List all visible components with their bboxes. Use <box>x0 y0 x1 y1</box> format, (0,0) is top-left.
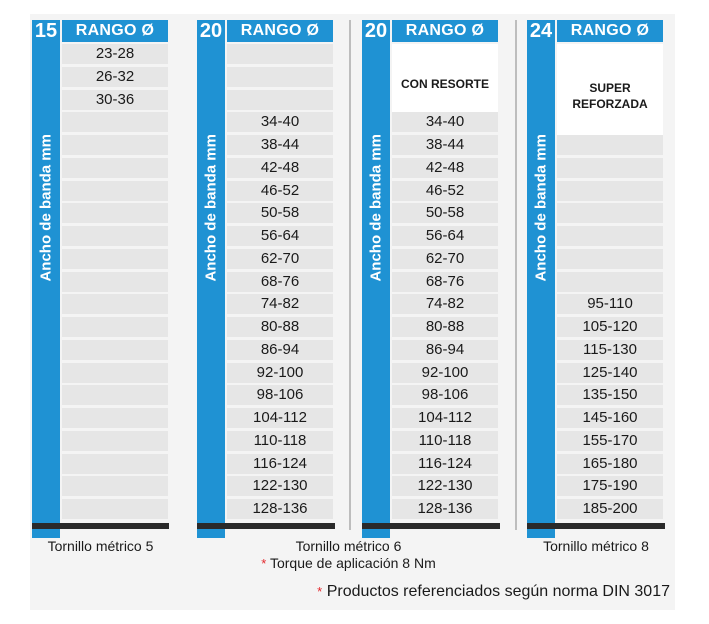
range-cell <box>62 181 168 201</box>
range-cell: 42-48 <box>227 158 333 178</box>
range-cell: 116-124 <box>227 454 333 474</box>
range-header: RANGO Ø <box>392 20 498 42</box>
range-cell <box>62 340 168 360</box>
range-cell <box>557 135 663 155</box>
range-cell: 104-112 <box>392 408 498 428</box>
range-cell: 110-118 <box>392 431 498 451</box>
range-cell <box>557 181 663 201</box>
range-cell: 34-40 <box>227 112 333 132</box>
range-cell: 175-190 <box>557 476 663 496</box>
range-cell: 135-150 <box>557 385 663 405</box>
range-cell <box>62 226 168 246</box>
band-width-number: 20 <box>197 20 225 42</box>
range-cell: 86-94 <box>227 340 333 360</box>
column-note: CON RESORTE <box>400 77 489 92</box>
vertical-label-wrap <box>362 42 390 538</box>
range-cell <box>62 408 168 428</box>
caption-torque <box>197 555 500 572</box>
range-cell: 34-40 <box>392 112 498 132</box>
vertical-label: Ancho de banda mm <box>202 134 220 282</box>
range-cell: 116-124 <box>392 454 498 474</box>
range-cell: 38-44 <box>227 135 333 155</box>
range-cell: 80-88 <box>227 317 333 337</box>
range-cell: 68-76 <box>392 272 498 292</box>
range-cell: 80-88 <box>392 317 498 337</box>
column-separator <box>349 20 351 530</box>
column-base-bar <box>32 523 169 529</box>
range-cell <box>557 226 663 246</box>
band-width-number: 15 <box>32 20 60 42</box>
range-column-2 <box>197 20 335 530</box>
range-cell: 62-70 <box>227 249 333 269</box>
asterisk-icon: * <box>317 584 323 599</box>
range-cell: 62-70 <box>392 249 498 269</box>
range-cell: 185-200 <box>557 499 663 519</box>
column-base-bar <box>197 523 335 529</box>
range-cell: 56-64 <box>392 226 498 246</box>
range-header: RANGO Ø <box>557 20 663 42</box>
range-cell: 46-52 <box>227 181 333 201</box>
range-cell: 98-106 <box>392 385 498 405</box>
range-cell: 155-170 <box>557 431 663 451</box>
range-cell: 165-180 <box>557 454 663 474</box>
column-base-bar <box>527 523 665 529</box>
range-cell: 74-82 <box>227 294 333 314</box>
range-cell <box>62 272 168 292</box>
range-cell <box>227 67 333 87</box>
range-cell: 92-100 <box>227 363 333 383</box>
range-cell: 50-58 <box>227 203 333 223</box>
norma-text: Productos referenciados según norma DIN 3017 <box>326 583 670 600</box>
caption-tornillo-m6: Tornillo métrico 6 <box>295 538 402 554</box>
range-cell <box>62 112 168 132</box>
range-cell: 86-94 <box>392 340 498 360</box>
range-cell <box>227 44 333 64</box>
range-cell <box>62 249 168 269</box>
range-cell: 122-130 <box>392 476 498 496</box>
range-cell: 98-106 <box>227 385 333 405</box>
range-cell <box>62 499 168 519</box>
vertical-label: Ancho de banda mm <box>367 134 385 282</box>
range-cell: 110-118 <box>227 431 333 451</box>
vertical-label-wrap <box>32 42 60 538</box>
range-cell <box>62 363 168 383</box>
range-cell <box>62 431 168 451</box>
range-cell: 145-160 <box>557 408 663 428</box>
range-cell <box>62 158 168 178</box>
vertical-label-wrap <box>197 42 225 538</box>
range-column-4 <box>527 20 665 530</box>
range-cell: 38-44 <box>392 135 498 155</box>
range-cell: 74-82 <box>392 294 498 314</box>
range-cell: 122-130 <box>227 476 333 496</box>
range-cell <box>557 249 663 269</box>
range-cell: 128-136 <box>227 499 333 519</box>
range-cell: 30-36 <box>62 90 168 110</box>
caption-tornillo-m5: Tornillo métrico 5 <box>47 538 154 554</box>
range-cell: 23-28 <box>62 44 168 64</box>
range-cell: 68-76 <box>227 272 333 292</box>
range-cell <box>557 272 663 292</box>
range-cell <box>62 203 168 223</box>
range-cell <box>62 454 168 474</box>
range-header: RANGO Ø <box>62 20 168 42</box>
range-cell: 95-110 <box>557 294 663 314</box>
range-cell: 50-58 <box>392 203 498 223</box>
range-cell: 105-120 <box>557 317 663 337</box>
caption-tornillo-m8: Tornillo métrico 8 <box>543 538 649 554</box>
range-cell <box>557 203 663 223</box>
range-column-3 <box>362 20 500 530</box>
range-cell <box>62 294 168 314</box>
range-header: RANGO Ø <box>227 20 333 42</box>
range-cell <box>62 476 168 496</box>
band-width-number: 20 <box>362 20 390 42</box>
band-width-number: 24 <box>527 20 555 42</box>
asterisk-icon: * <box>261 556 267 571</box>
range-column-1 <box>32 20 170 530</box>
range-cell: 104-112 <box>227 408 333 428</box>
range-cell <box>62 317 168 337</box>
column-base-bar <box>362 523 500 529</box>
range-cell: 56-64 <box>227 226 333 246</box>
range-cell <box>62 385 168 405</box>
range-cell: 125-140 <box>557 363 663 383</box>
range-cell: 92-100 <box>392 363 498 383</box>
torque-text: Torque de aplicación 8 Nm <box>269 555 436 571</box>
range-cell <box>557 158 663 178</box>
vertical-label: Ancho de banda mm <box>532 134 550 282</box>
range-cell: 42-48 <box>392 158 498 178</box>
range-cell: 115-130 <box>557 340 663 360</box>
range-cell <box>62 135 168 155</box>
range-cell <box>227 90 333 110</box>
column-note: SUPER REFORZADA <box>572 80 648 111</box>
vertical-label: Ancho de banda mm <box>37 134 55 282</box>
column-separator <box>515 20 517 530</box>
vertical-label-wrap <box>527 42 555 538</box>
caption-norma <box>200 584 670 600</box>
range-cell: 46-52 <box>392 181 498 201</box>
range-cell: 128-136 <box>392 499 498 519</box>
range-cell: 26-32 <box>62 67 168 87</box>
